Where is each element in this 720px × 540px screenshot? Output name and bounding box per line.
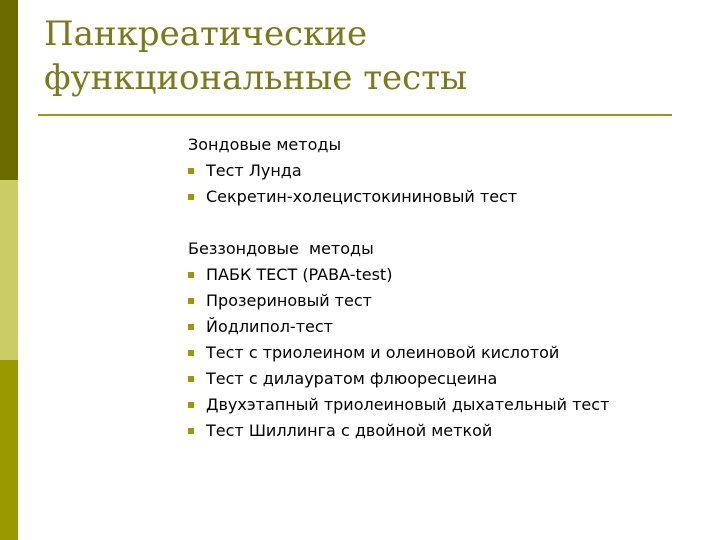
- list-item-text: Тест Шиллинга с двойной меткой: [206, 421, 493, 440]
- square-bullet-icon: [188, 194, 194, 200]
- slide-content: [188, 132, 708, 470]
- list-item: [188, 314, 708, 340]
- sidebar-segment-dark: [0, 0, 18, 180]
- list-item: [188, 340, 708, 366]
- sidebar-segment-mid: [0, 360, 18, 540]
- square-bullet-icon: [188, 376, 194, 382]
- group-heading: Зондовые методы: [188, 135, 342, 154]
- list-item: [188, 262, 708, 288]
- sidebar-segment-light: [0, 180, 18, 360]
- list-item-text: Тест с дилауратом флюоресцеина: [206, 369, 498, 388]
- sidebar-decoration: [0, 0, 18, 540]
- bullet-list: [188, 158, 708, 210]
- list-item: [188, 184, 708, 210]
- group-probe-methods: [188, 132, 708, 210]
- list-item: [188, 392, 708, 418]
- slide-title-line-1: Панкреатические: [44, 14, 368, 54]
- list-item-text: Тест Лунда: [206, 161, 302, 180]
- list-item: [188, 288, 708, 314]
- list-item-text: Секретин-холецистокининовый тест: [206, 187, 518, 206]
- square-bullet-icon: [188, 428, 194, 434]
- list-item-text: Прозериновый тест: [206, 291, 372, 310]
- list-item-text: ПАБК ТЕСТ (PABA-test): [206, 265, 393, 284]
- list-item-text: Тест с триолеином и олеиновой кислотой: [206, 343, 560, 362]
- list-item-text: Йодлипол-тест: [206, 317, 333, 336]
- slide-title-line-2: функциональные тесты: [44, 58, 468, 98]
- list-item: [188, 366, 708, 392]
- title-underline: [38, 114, 672, 116]
- square-bullet-icon: [188, 350, 194, 356]
- slide-title: [44, 12, 684, 100]
- square-bullet-icon: [188, 402, 194, 408]
- square-bullet-icon: [188, 298, 194, 304]
- group-probeless-methods: [188, 236, 708, 444]
- group-heading: Беззондовые методы: [188, 239, 374, 258]
- bullet-list: [188, 262, 708, 444]
- list-item: [188, 158, 708, 184]
- list-item: [188, 418, 708, 444]
- square-bullet-icon: [188, 168, 194, 174]
- square-bullet-icon: [188, 324, 194, 330]
- square-bullet-icon: [188, 272, 194, 278]
- list-item-text: Двухэтапный триолеиновый дыхательный тест: [206, 395, 610, 414]
